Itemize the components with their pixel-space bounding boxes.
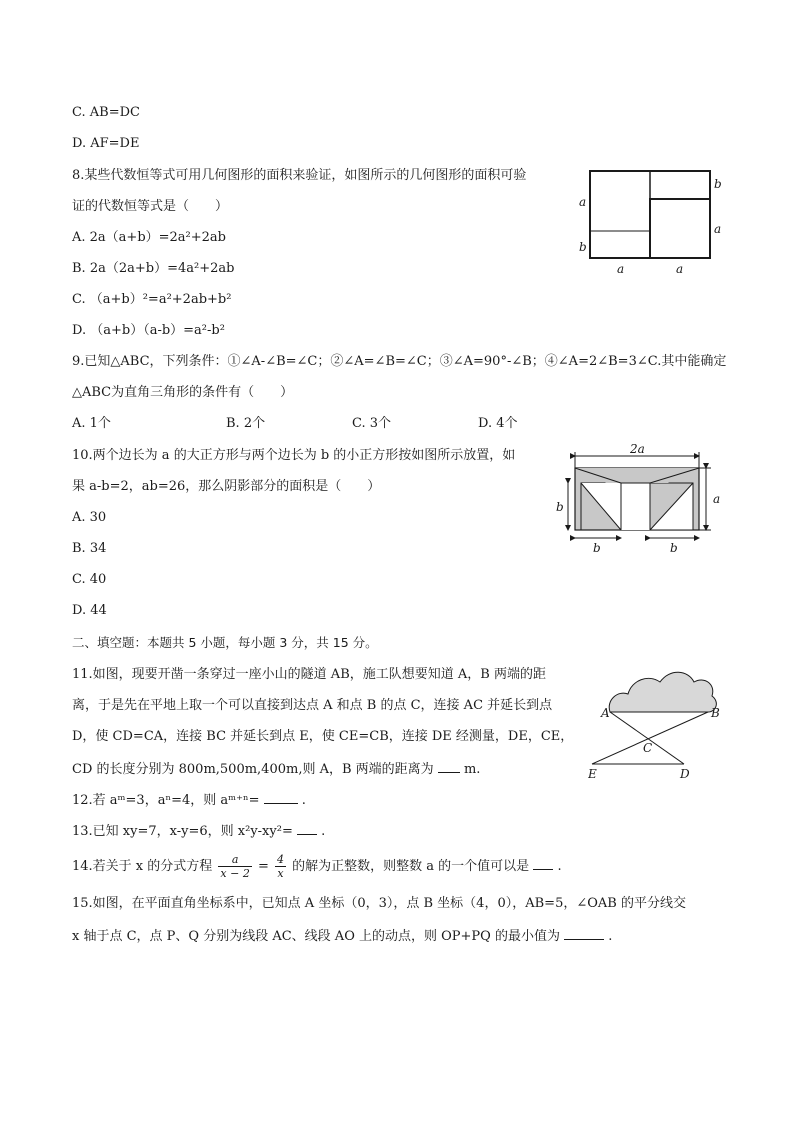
q14-fraction-right	[275, 853, 286, 880]
q14-frac2-den: x	[277, 867, 284, 880]
q10-label-b-bottom1: b	[593, 541, 601, 555]
q15-answer-blank[interactable]	[564, 926, 604, 940]
q8-label-b-left: b	[579, 240, 587, 254]
q12-text: 12.若 aᵐ=3，aⁿ=4，则 aᵐ⁺ⁿ=	[72, 793, 260, 808]
q9-stem-line2: △ABC为直角三角形的条件有（ ）	[72, 385, 294, 400]
q9-stem-line1: 9.已知△ABC，下列条件：①∠A-∠B=∠C；②∠A=∠B=∠C；③∠A=90°-∠B；④∠A=2∠B=3∠C.其中能确定	[72, 354, 727, 369]
q7-option-c: C. AB=DC	[72, 105, 140, 120]
q7-option-d: D. AF=DE	[72, 136, 140, 151]
q8-stem-line1: 8.某些代数恒等式可用几何图形的面积来验证，如图所示的几何图形的面积可验	[72, 168, 527, 183]
q10-stem-line1: 10.两个边长为 a 的大正方形与两个边长为 b 的小正方形按如图所示放置，如	[72, 448, 516, 463]
q11-line4	[72, 759, 480, 779]
q13-answer-blank[interactable]	[297, 821, 317, 835]
q10-label-b-bottom2: b	[670, 541, 678, 555]
q11-line1: 11.如图，现要开凿一条穿过一座小山的隧道 AB，施工队想要知道 A，B 两端的距	[72, 667, 546, 682]
q14-line	[72, 852, 562, 882]
q10-figure	[548, 442, 728, 557]
q14-prefix: 14.若关于 x 的分式方程	[72, 859, 213, 874]
q8-figure	[572, 164, 732, 279]
q15-line2-wrap	[72, 926, 612, 946]
q14-fraction-left	[218, 853, 251, 880]
q12-line	[72, 790, 306, 810]
q11-hill-shape	[609, 672, 716, 712]
q11-line2: 离，于是先在平地上取一个可以直接到达点 A 和点 B 的点 C，连接 AC 并延长到点	[72, 698, 553, 713]
q11-answer-blank[interactable]	[438, 759, 460, 773]
q14-frac2-num: 4	[277, 853, 285, 866]
q11-line4-text: CD 的长度分别为 800m,500m,400m,则 A，B 两端的距离为	[72, 762, 434, 777]
q9-option-b: B. 2个	[226, 416, 266, 431]
q9-option-d: D. 4个	[478, 416, 518, 431]
q8-option-c: C. （a+b）²=a²+2ab+b²	[72, 292, 232, 307]
q8-label-a-right: a	[714, 222, 722, 236]
q10-label-b-left: b	[556, 500, 564, 514]
q8-label-b-right: b	[714, 177, 722, 191]
q11-line-ad	[610, 712, 684, 764]
q14-end: .	[557, 859, 562, 874]
q14-answer-blank[interactable]	[533, 856, 553, 870]
q12-answer-blank[interactable]	[264, 790, 298, 804]
q8-option-d: D. （a+b）（a-b）=a²-b²	[72, 323, 225, 338]
q15-line2: x 轴于点 C，点 P、Q 分别为线段 AC、线段 AO 上的动点，则 OP+PQ 的最小值为	[72, 929, 560, 944]
section-heading-fill-in: 二、填空题：本题共 5 小题，每小题 3 分，共 15 分。	[72, 635, 378, 650]
q8-right-square	[650, 199, 710, 258]
q11-label-B: B	[711, 706, 720, 720]
q13-text: 13.已知 xy=7，x-y=6，则 x²y-xy²=	[72, 824, 293, 839]
q9-option-c: C. 3个	[352, 416, 392, 431]
q12-end: .	[301, 793, 306, 808]
q10-option-d: D. 44	[72, 603, 107, 618]
q14-frac1-num: a	[218, 853, 251, 867]
q11-line3: D，使 CD=CA，连接 BC 并延长到点 E，使 CE=CB，连接 DE 经测量，DE，CE，	[72, 729, 574, 744]
q11-label-C: C	[643, 741, 653, 755]
q8-label-a-left: a	[579, 195, 587, 209]
q8-stem-line2: 证的代数恒等式是（ ）	[72, 199, 229, 214]
q15-line1: 15.如图，在平面直角坐标系中，已知点 A 坐标（0，3），点 B 坐标（4，0），AB=5，∠OAB 的平分线交	[72, 896, 686, 911]
q13-end: .	[321, 824, 326, 839]
q11-label-A: A	[601, 706, 610, 720]
q10-option-a: A. 30	[72, 510, 107, 525]
q10-label-a-right: a	[713, 492, 721, 506]
q13-line	[72, 821, 325, 841]
q8-label-a-bottom2: a	[676, 262, 684, 276]
q10-label-2a: 2a	[630, 442, 645, 456]
q10-stem-line2: 果 a-b=2，ab=26，那么阴影部分的面积是（ ）	[72, 479, 381, 494]
q14-equals: =	[257, 859, 269, 874]
q14-frac1-den: x − 2	[220, 867, 250, 880]
q11-label-D: D	[680, 767, 690, 781]
q10-option-c: C. 40	[72, 572, 107, 587]
q8-option-b: B. 2a（2a+b）=4a²+2ab	[72, 261, 235, 276]
q8-option-a: A. 2a（a+b）=2a²+2ab	[72, 230, 227, 245]
q11-label-E: E	[588, 767, 597, 781]
q15-end: .	[608, 929, 613, 944]
q10-option-b: B. 34	[72, 541, 107, 556]
q8-label-a-bottom1: a	[617, 262, 625, 276]
q11-figure	[588, 660, 728, 782]
q11-line4-end: m.	[463, 762, 481, 777]
q9-option-a: A. 1个	[72, 416, 111, 431]
q14-suffix: 的解为正整数，则整数 a 的一个值可以是	[292, 859, 530, 874]
